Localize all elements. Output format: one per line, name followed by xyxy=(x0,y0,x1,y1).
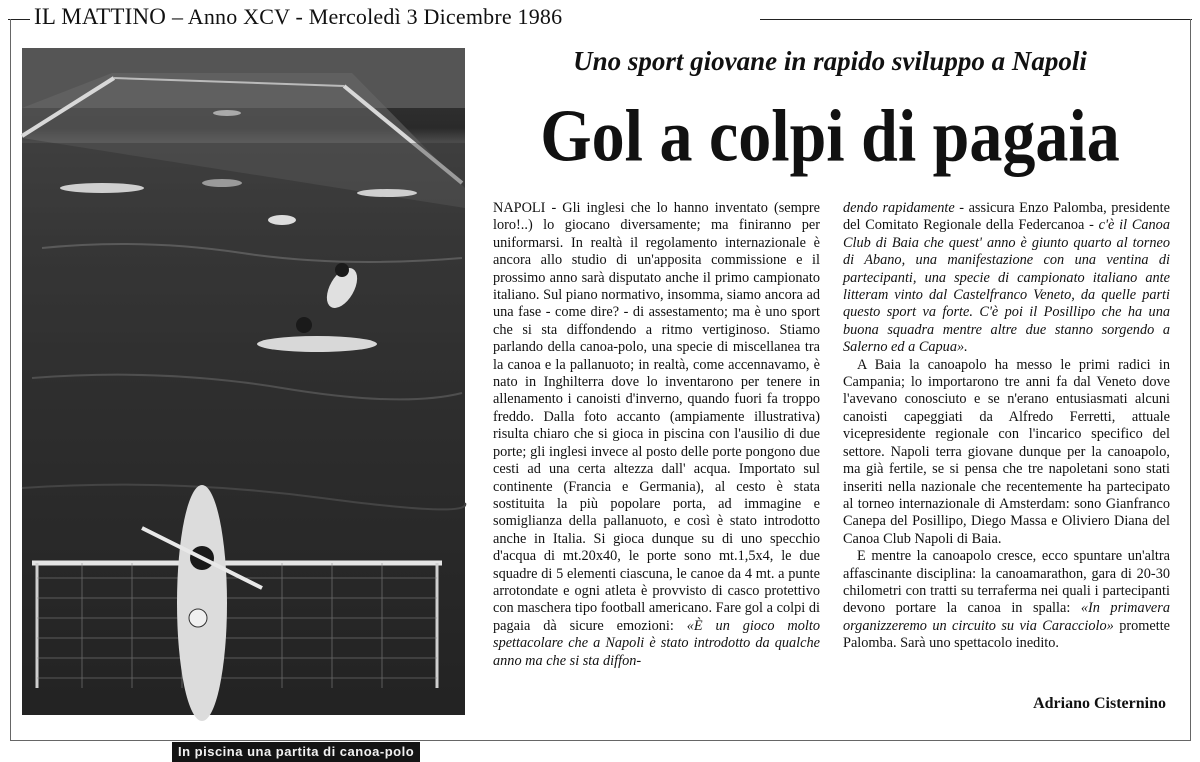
article-quote: «È un gioco molto spettacolare che a Napoli è stato introdotto da qualche anno ma che si sta diffon- xyxy=(493,617,820,669)
article-quote: dendo rapidamente xyxy=(843,200,955,216)
article-column-1 xyxy=(493,200,820,670)
canoe xyxy=(268,215,296,225)
article-paragraph xyxy=(843,200,1170,357)
clipping-border-bottom xyxy=(10,740,1190,741)
masthead-rule-right xyxy=(760,19,1192,20)
clipping-border-left xyxy=(10,19,11,741)
byline: Adriano Cisternino xyxy=(1033,695,1166,712)
canoe-foreground xyxy=(177,485,227,721)
clipping-border-right xyxy=(1190,19,1191,741)
canoe xyxy=(257,336,377,352)
canoe-polo-photo xyxy=(22,48,465,759)
masthead xyxy=(34,4,562,32)
masthead-rule-left xyxy=(8,19,30,20)
newspaper-name: IL MATTINO xyxy=(34,4,167,29)
player-helmet xyxy=(296,317,312,333)
kicker: Uno sport giovane in rapido sviluppo a Napoli xyxy=(573,46,1087,76)
article-text: - assicura Enzo Palomba, presidente del Comitato Regionale della Federcanoa - xyxy=(843,200,1170,234)
article-text: promette Palomba. Sarà uno spettacolo inedito. xyxy=(843,617,1171,652)
article-paragraph xyxy=(843,548,1170,652)
article-quote: c'è il Canoa Club di Baia che quest' anno è giunto quarto al torneo di Abano, una manifestazione con una ventina di partecipanti, una specie di campionato italiano ante litteram vinto dal Castelfranco Veneto, da quelle parti questo sport va forte. C'è poi il Posillipo che ha una buona squadra mentre altre due stanno sorgendo a Salerno ed a Capua». xyxy=(843,217,1170,356)
canoe xyxy=(213,110,241,116)
issue-date: – Anno XCV - Mercoledì 3 Dicembre 1986 xyxy=(172,4,563,29)
headline: Gol a colpi di pagaia xyxy=(540,95,1120,178)
article-text: E mentre la canoapolo cresce, ecco spuntare un'altra affascinante disciplina: la canoamarathon, gara di 20-30 chilometri con tratti su terraferma nei quali i partecipanti devono portare la canoa in spalla: xyxy=(843,548,1170,617)
photo-caption: In piscina una partita di canoa-polo xyxy=(172,742,420,762)
article-paragraph: A Baia la canoapolo ha messo le primi radici in Campania; lo importarono tre anni fa dal Veneto dove l'avevano conosciuto e se n'erano entusiasmati alcuni canoisti capeggiati da Alfredo Ferretti, attuale vicepresidente regionale con l'incarico specifico del settore. Napoli terra giovane dunque per la canoapolo, ma già fertile, se si pensa che tre napoletani sono stati inseriti nella nazionale che recentemente ha partecipato al torneo internazionale di Amsterdam: sono Gianfranco Canepa del Posillipo, Diego Massa e Oliviero Diana del Canoa Club Napoli di Baia. xyxy=(843,356,1170,547)
article-lead: NAPOLI - Gli inglesi che lo hanno inventato (sempre loro!..) lo giocano diversamente; ma finiranno per uniformarsi. In realtà il regolamento internazionale è ancora allo studio di un'apposita commissione e il prossimo anno sarà disputato anche il primo campionato italiano. Sul piano normativo, insomma, siamo ancora ad una fase - come dire? - di assestamento; ma è uno sport che si sta diffondendo a ritmo vertiginoso. Stiamo parlando della canoa-polo, una specie di miscellanea tra la canoa e la pallanuoto; in realtà, come accennavamo, è nato in Inghilterra dove lo inventarono per tenere in allenamento i canoisti d'inverno, quando fuori fa troppo freddo. Dalla foto accanto (ampiamente illustrativa) risulta chiaro che si gioca in piscina con l'ausilio di due porte; gli inglesi invece al posto delle porte pongono due cesti ad una certa altezza dall' acqua. Importato sul continente (Francia e Germania), al cesto è stata sostituita la più popolare porta, ad immagine e somiglianza della pallanuoto, e così è stato introdotto anche in Italia. Si gioca dunque su di uno specchio d'acqua di mt.20x40, le porte sono mt.1,5x4, le due squadre di 5 elementi ciascuna, le canoe da 4 mt. a punte arrotondate e ogni atleta è provvisto di casco protettivo con maschera tipo football americano. Fare gol a colpi di pagaia dà sicure emozioni: xyxy=(493,200,820,634)
article-paragraph xyxy=(493,200,820,670)
canoe xyxy=(357,189,417,197)
article-quote: «In primavera organizzeremo un circuito su via Caracciolo» xyxy=(843,600,1170,634)
player-helmet xyxy=(335,263,349,277)
article-column-2 xyxy=(843,200,1170,653)
canoe-number xyxy=(189,609,207,627)
pool-water xyxy=(22,143,465,715)
canoe xyxy=(202,179,242,187)
photo-illustration xyxy=(22,48,465,715)
canoe xyxy=(60,183,144,193)
